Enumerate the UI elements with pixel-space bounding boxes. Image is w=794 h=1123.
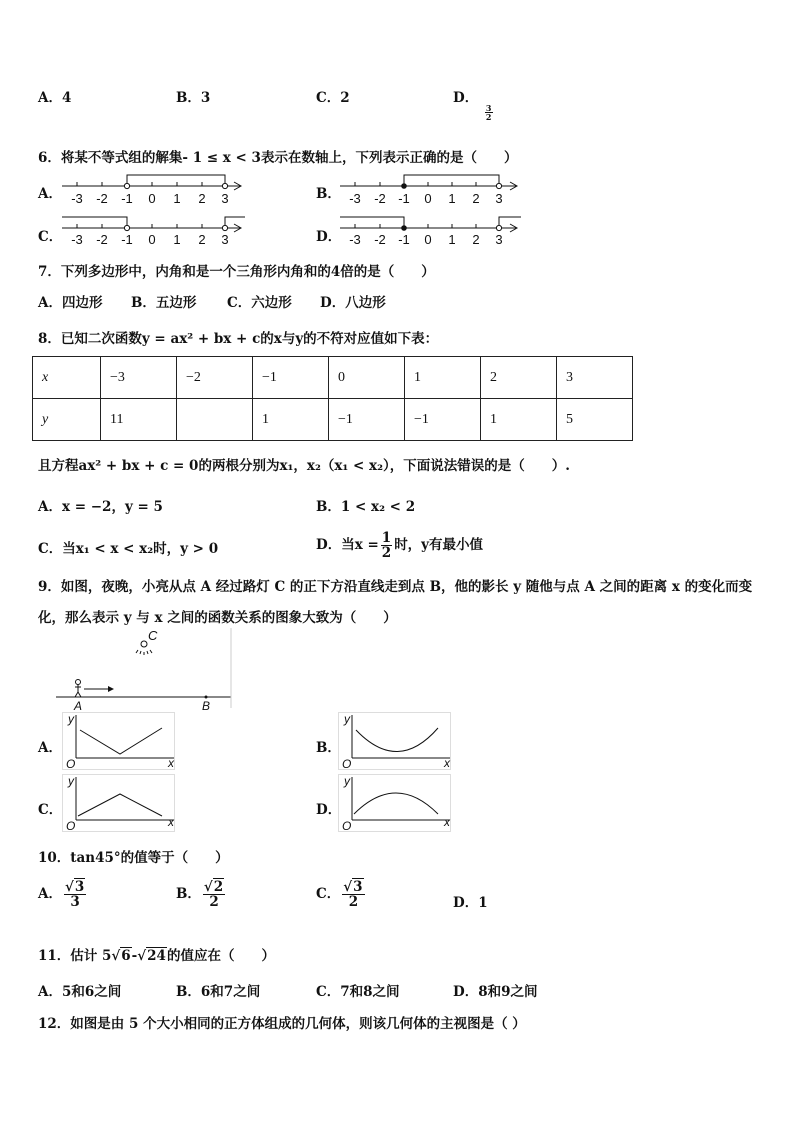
table-cell: −1 (253, 357, 329, 399)
q11-prefix: 11．估计 5 (38, 948, 112, 964)
origin-label: O (66, 819, 76, 832)
q10-option-a (38, 880, 88, 909)
option-label: A． (38, 886, 62, 903)
tick-label: 3 (221, 232, 229, 247)
table-cell: 3 (557, 357, 633, 399)
q5-option-b: B．3 (176, 90, 211, 106)
q11-option-b: B．6和7之间 (176, 984, 261, 1000)
q10-option-b (176, 880, 227, 909)
lamp-icon (141, 641, 147, 647)
q10-stem: 10．tan45°的值等于（ ） (38, 850, 229, 866)
fraction (342, 880, 364, 909)
q12-stem: 12．如图是由 5 个大小相同的正方体组成的几何体，则该几何体的主视图是（ ） (38, 1016, 526, 1032)
q8-option-a: A．x = −2，y = 5 (38, 499, 163, 515)
q5-option-d (453, 86, 495, 122)
numerator: √2 (203, 879, 224, 895)
q8-condition: 且方程ax² + bx + c = 0的两根分别为x₁，x₂（x₁ < x₂），下面说法错误的是（ ）. (38, 458, 570, 474)
q5-option-c: C．2 (316, 90, 350, 106)
denominator: 3 (70, 894, 80, 911)
q6-label-d: D． (316, 229, 342, 245)
table-cell: 0 (329, 357, 405, 399)
q11-option-a: A．5和6之间 (38, 984, 122, 1000)
q8-stem: 8．已知二次函数y = ax² + bx + c的x与y的不符对应值如下表： (38, 331, 439, 347)
q9-graph-c (62, 774, 180, 832)
q6-numberline-a (60, 172, 250, 208)
q6-stem: 6．将某不等式组的解集- 1 ≤ x < 3表示在数轴上，下列表示正确的是（ ） (38, 150, 518, 166)
table-cell: 2 (481, 357, 557, 399)
table-cell: −2 (177, 357, 253, 399)
lamp-rays (136, 650, 152, 655)
tick-label: 1 (173, 232, 181, 247)
tick-label: 1 (448, 232, 456, 247)
tick-label: -1 (121, 191, 133, 206)
origin-label: O (342, 819, 352, 832)
person-icon (76, 680, 81, 685)
tick-label: 2 (198, 191, 206, 206)
tick-label: -2 (374, 232, 386, 247)
q5-option-d-fraction (485, 104, 493, 122)
numerator: √3 (343, 879, 363, 895)
tick-label: 0 (424, 191, 432, 206)
table-cell: 1 (481, 399, 557, 441)
q11-stem: 11．估计 5√6-√24的值应在（ ） (38, 948, 275, 964)
tick-label: 3 (495, 232, 503, 247)
tick-label: -3 (71, 191, 83, 206)
q6-label-c: C． (38, 229, 63, 245)
q7-option-c: C．六边形 (227, 295, 292, 311)
q8-option-d (316, 526, 483, 564)
q9-scene-figure (56, 626, 236, 714)
q6-numberline-c (60, 212, 250, 248)
table-cell (177, 399, 253, 441)
q9-label-c: C． (38, 802, 63, 818)
q8-d-prefix: D．当x = (316, 537, 379, 553)
origin-label: O (342, 757, 352, 770)
radicand: 3 (353, 879, 363, 895)
axis-y-label: y (344, 712, 350, 726)
q8-option-b: B．1 < x₂ < 2 (316, 499, 416, 515)
q6-numberline-d (338, 212, 528, 248)
q8-d-fraction (381, 531, 392, 560)
table-cell: 1 (405, 357, 481, 399)
point-a-label: A (74, 699, 83, 713)
q8-d-suffix: 时，y有最小值 (394, 537, 484, 553)
q6-numberline-b (338, 172, 528, 208)
denominator: 2 (209, 894, 219, 911)
denominator: 2 (348, 894, 359, 911)
axis-y-label: y (68, 712, 74, 726)
tick-label: -1 (398, 191, 410, 206)
q10-option-d: D．1 (453, 895, 488, 911)
point-b-label: B (202, 699, 211, 713)
table-row (33, 357, 633, 399)
axis-y-label: y (68, 774, 74, 788)
q5-d-denominator: 2 (485, 112, 492, 122)
q9-stem-line1: 9．如图，夜晚，小亮从点 A 经过路灯 C 的正下方沿直线走到点 B，他的影长 y 随他与点 A 之间的距离 x 的变化而变 (38, 579, 753, 595)
q5-d-numerator: 3 (485, 102, 492, 113)
q9-stem-line2: 化，那么表示 y 与 x 之间的函数关系的图象大致为（ ） (38, 610, 397, 626)
q7-option-d: D．八边形 (320, 295, 386, 311)
tick-label: 1 (448, 191, 456, 206)
tick-label: -2 (374, 191, 386, 206)
tick-label: 0 (148, 232, 156, 247)
option-label: B． (176, 886, 201, 903)
q8-value-table (32, 356, 633, 441)
q7-option-a: A．四边形 (38, 295, 103, 311)
table-cell: −1 (329, 399, 405, 441)
axis-x-label: x (444, 756, 450, 770)
q9-graph-a (62, 712, 180, 770)
table-cell: −1 (405, 399, 481, 441)
arrow-icon (108, 686, 114, 692)
tick-label: 2 (472, 232, 480, 247)
tick-label: -3 (349, 191, 361, 206)
q9-label-a: A． (38, 740, 62, 756)
point-c-label: C (148, 628, 158, 643)
q6-label-b: B． (316, 186, 341, 202)
tick-label: -3 (349, 232, 361, 247)
tick-label: -1 (398, 232, 410, 247)
tick-label: 3 (495, 191, 503, 206)
table-row (33, 399, 633, 441)
tick-label: 2 (198, 232, 206, 247)
q11-minus: - (131, 948, 138, 964)
axis-x-label: x (168, 815, 174, 829)
radicand: 2 (213, 879, 224, 895)
q5-option-d-label: D． (453, 90, 479, 106)
q9-label-b: B． (316, 740, 341, 756)
table-cell: 1 (253, 399, 329, 441)
fraction (64, 880, 86, 909)
denominator: 2 (381, 545, 392, 561)
q9-graph-b (338, 712, 456, 770)
tick-label: 0 (424, 232, 432, 247)
q9-graph-d (338, 774, 456, 832)
tick-label: -3 (71, 232, 83, 247)
radicand: 24 (147, 948, 166, 964)
table-cell: 5 (557, 399, 633, 441)
tick-label: -2 (96, 232, 108, 247)
tick-label: 3 (221, 191, 229, 206)
q7-stem: 7．下列多边形中，内角和是一个三角形内角和的4倍的是（ ） (38, 264, 435, 280)
origin-label: O (66, 757, 76, 770)
axis-x-label: x (444, 815, 450, 829)
q11-option-c: C．7和8之间 (316, 984, 400, 1000)
q7-option-b: B．五边形 (131, 295, 197, 311)
q11-option-d: D．8和9之间 (453, 984, 538, 1000)
axis-x-label: x (168, 756, 174, 770)
tick-label: 0 (148, 191, 156, 206)
q5-option-a: A．4 (38, 90, 72, 106)
table-cell: 11 (101, 399, 177, 441)
tick-label: -1 (121, 232, 133, 247)
q11-suffix: 的值应在（ ） (166, 948, 275, 964)
numerator: √3 (64, 879, 85, 895)
fraction (203, 880, 225, 909)
q6-label-a: A． (38, 186, 62, 202)
q9-label-d: D． (316, 802, 342, 818)
q10-option-c (316, 880, 367, 909)
axis-y-label: y (344, 774, 350, 788)
table-cell: y (33, 399, 101, 441)
option-label: C． (316, 886, 341, 903)
radicand: 3 (74, 879, 85, 895)
radicand: 6 (121, 948, 131, 964)
tick-label: 2 (472, 191, 480, 206)
numerator: 1 (381, 529, 392, 546)
q8-option-c: C．当x₁ < x < x₂时，y > 0 (38, 541, 219, 557)
tick-label: 1 (173, 191, 181, 206)
table-cell: x (33, 357, 101, 399)
tick-label: -2 (96, 191, 108, 206)
table-cell: −3 (101, 357, 177, 399)
